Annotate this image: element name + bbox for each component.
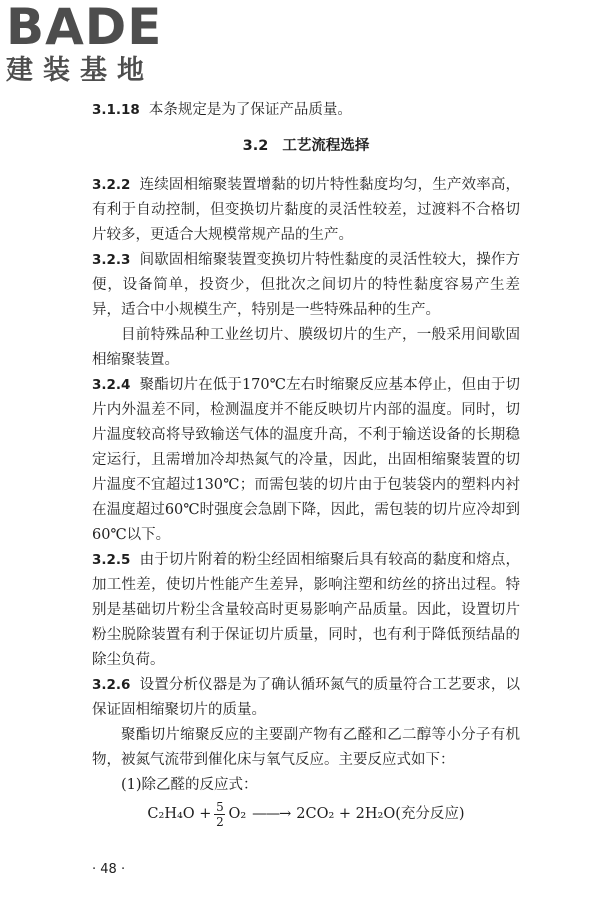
clause-text: 由于切片附着的粉尘经固相缩聚后具有较高的黏度和熔点，加工性差，使切片性能产生差异，影响注塑和纺丝的挤出过程。特别是基础切片粉尘含量较高时更易影响产品质量。因此，设置切片粉尘脱除装置有利于保证切片质量，同时，也有利于降低预结晶的除尘负荷。 [92,552,520,668]
logo-wordmark [6,0,176,56]
clause-number: 3.2.5 [92,552,131,568]
reaction-item-label: (1)除乙醛的反应式： [121,777,258,793]
clause-3-2-6 [92,673,520,723]
clause-3-2-5 [92,548,520,673]
clause-3-2-2 [92,173,520,248]
fraction-denominator: 2 [216,815,224,829]
formula-fraction [214,800,225,829]
formula-reactant: C₂H₄O + [147,806,212,822]
fraction-numerator: 5 [216,800,224,814]
document-body [92,98,520,829]
reaction-arrow-icon: ——→ [252,806,291,822]
logo-brand-text: BADE [6,0,163,56]
clause-3-2-4 [92,373,520,548]
clause-number: 3.2.6 [92,677,131,693]
clause-number: 3.2.4 [92,377,131,393]
section-title: 工艺流程选择 [282,138,370,154]
page-number: · 48 · [92,862,126,877]
clause-3-1-18 [92,98,520,123]
clause-number: 3.1.18 [92,102,140,118]
clause-text: 连续固相缩聚装置增黏的切片特性黏度均匀，生产效率高，有利于自动控制，但变换切片黏度的灵活性较差，过渡料不合格切片较多，更适合大规模常规产品的生产。 [92,177,520,243]
logo-subtitle: 建装基地 [6,55,154,86]
clause-text: 间歇固相缩聚装置变换切片特性黏度的灵活性较大，操作方便，设备简单，投资少，但批次之间切片的特性黏度容易产生差异，适合中小规模生产，特别是一些特殊品种的生产。 [92,252,520,318]
section-heading [92,134,520,159]
clause-3-2-3-note: 目前特殊品种工业丝切片、膜级切片的生产，一般采用间歇固相缩聚装置。 [92,327,520,368]
clause-number: 3.2.3 [92,252,131,268]
formula-oxygen: O₂ [228,806,247,822]
clause-3-2-6-explanation: 聚酯切片缩聚反应的主要副产物有乙醛和乙二醇等小分子有机物，被氮气流带到催化床与氧气反应。主要反应式如下： [92,727,520,768]
section-number: 3.2 [242,138,269,154]
clause-number: 3.2.2 [92,177,131,193]
clause-text: 设置分析仪器是为了确认循环氮气的质量符合工艺要求，以保证固相缩聚切片的质量。 [92,677,520,718]
formula-products: 2CO₂ + 2H₂O(充分反应) [296,806,465,822]
reaction-formula [92,800,520,829]
clause-text: 聚酯切片在低于170℃左右时缩聚反应基本停止，但由于切片内外温差不同，检测温度并不能反映切片内部的温度。同时，切片温度较高将导致输送气体的温度升高，不利于输送设备的长期稳定运行，且需增加冷却热氮气的冷量，因此，出固相缩聚装置的切片温度不宜超过130℃；而需包装的切片由于包装袋内的塑料内衬在温度超过60℃时强度会急剧下降，因此，需包装的切片应冷却到60℃以下。 [92,377,520,543]
clause-text: 本条规定是为了保证产品质量。 [148,102,352,118]
brand-logo [6,2,176,90]
clause-3-2-3 [92,248,520,323]
